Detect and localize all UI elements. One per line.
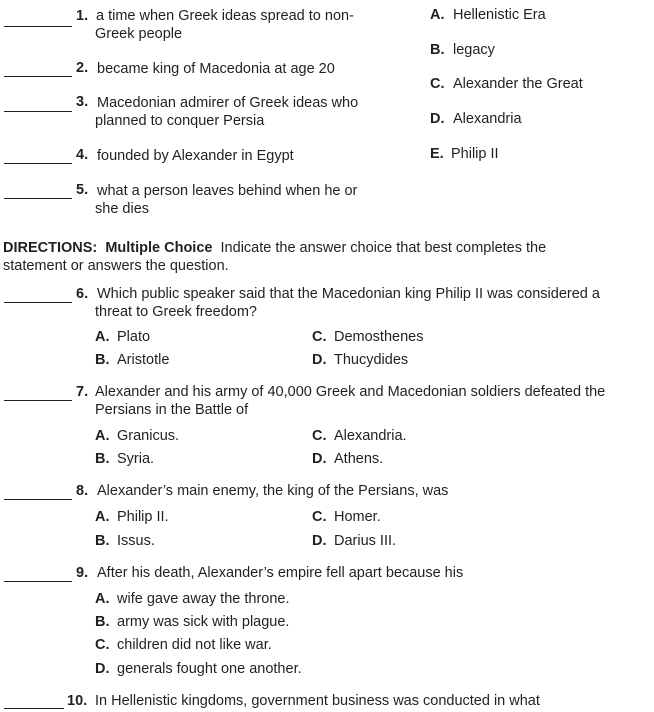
answer-text: Alexandria (453, 111, 522, 127)
choice-letter: D. (95, 661, 110, 677)
choice-text[interactable]: Darius III. (334, 533, 397, 549)
item-text: became king of Macedonia at age 20 (97, 61, 335, 77)
choice-letter: D. (312, 533, 327, 549)
question-number: 10. (67, 693, 88, 709)
answer-blank-9[interactable] (4, 581, 72, 582)
item-text: Greek people (95, 26, 183, 42)
answer-blank-1[interactable] (4, 26, 72, 27)
answer-text: Philip II (451, 146, 499, 162)
question-text: In Hellenistic kingdoms, government business was conducted in what (95, 693, 540, 709)
item-text: what a person leaves behind when he or (97, 183, 358, 199)
choice-text[interactable]: Thucydides (334, 352, 409, 368)
answer-letter: D. (430, 111, 445, 127)
item-number: 1. (76, 8, 89, 24)
choice-text[interactable]: Issus. (117, 533, 155, 549)
choice-letter: C. (312, 428, 327, 444)
choice-letter: B. (95, 451, 110, 467)
answer-letter: B. (430, 42, 445, 58)
directions-label: DIRECTIONS: (3, 240, 98, 256)
answer-blank-3[interactable] (4, 111, 72, 112)
choice-letter: A. (95, 591, 110, 607)
choice-text[interactable]: army was sick with plague. (117, 614, 290, 630)
choice-letter: B. (95, 352, 110, 368)
item-text: Macedonian admirer of Greek ideas who (97, 95, 359, 111)
question-number: 6. (76, 286, 89, 302)
question-text: Persians in the Battle of (95, 402, 249, 418)
choice-text[interactable]: Alexandria. (334, 428, 407, 444)
choice-letter: D. (312, 352, 327, 368)
item-number: 5. (76, 182, 89, 198)
choice-text[interactable]: generals fought one another. (117, 661, 302, 677)
choice-text[interactable]: Homer. (334, 509, 381, 525)
directions-line-1 (3, 240, 546, 256)
answer-blank-10[interactable] (4, 708, 64, 709)
answer-blank-5[interactable] (4, 198, 72, 199)
choice-text[interactable]: children did not like war. (117, 637, 272, 653)
directions-text: Indicate the answer choice that best completes the (220, 240, 547, 256)
question-text: Alexander’s main enemy, the king of the Persians, was (97, 483, 449, 499)
question-text: Which public speaker said that the Macedonian king Philip II was considered a (97, 286, 600, 302)
question-number: 8. (76, 483, 89, 499)
directions-type: Multiple Choice (105, 240, 213, 256)
choice-text[interactable]: Granicus. (117, 428, 180, 444)
choice-text[interactable]: Demosthenes (334, 329, 424, 345)
item-number: 4. (76, 147, 89, 163)
answer-letter: E. (430, 146, 444, 162)
answer-text: Alexander the Great (453, 76, 583, 92)
item-text: planned to conquer Persia (95, 113, 265, 129)
answer-letter: C. (430, 76, 445, 92)
question-text: Alexander and his army of 40,000 Greek and Macedonian soldiers defeated the (95, 384, 606, 400)
answer-blank-4[interactable] (4, 163, 72, 164)
choice-letter: A. (95, 428, 110, 444)
choice-letter: C. (95, 637, 110, 653)
answer-text: Hellenistic Era (453, 7, 546, 23)
answer-letter: A. (430, 7, 445, 23)
question-number: 7. (76, 384, 89, 400)
choice-text[interactable]: Philip II. (117, 509, 169, 525)
choice-letter: A. (95, 329, 110, 345)
choice-letter: B. (95, 533, 110, 549)
choice-letter: C. (312, 329, 327, 345)
question-number: 9. (76, 565, 89, 581)
choice-text[interactable]: Aristotle (117, 352, 170, 368)
item-text: she dies (95, 201, 150, 217)
answer-blank-8[interactable] (4, 499, 72, 500)
choice-text[interactable]: Plato (117, 329, 151, 345)
choice-letter: B. (95, 614, 110, 630)
answer-text: legacy (453, 42, 495, 58)
answer-blank-2[interactable] (4, 76, 72, 77)
item-text: founded by Alexander in Egypt (97, 148, 294, 164)
directions-line-2: statement or answers the question. (3, 258, 229, 274)
choice-letter: C. (312, 509, 327, 525)
choice-letter: D. (312, 451, 327, 467)
answer-blank-7[interactable] (4, 400, 72, 401)
item-number: 2. (76, 60, 89, 76)
question-text: threat to Greek freedom? (95, 304, 257, 320)
answer-blank-6[interactable] (4, 302, 72, 303)
item-text: a time when Greek ideas spread to non- (96, 8, 354, 24)
question-text: After his death, Alexander’s empire fell apart because his (97, 565, 464, 581)
choice-text[interactable]: wife gave away the throne. (117, 591, 290, 607)
choice-text[interactable]: Syria. (117, 451, 155, 467)
item-number: 3. (76, 94, 89, 110)
choice-text[interactable]: Athens. (334, 451, 384, 467)
choice-letter: A. (95, 509, 110, 525)
